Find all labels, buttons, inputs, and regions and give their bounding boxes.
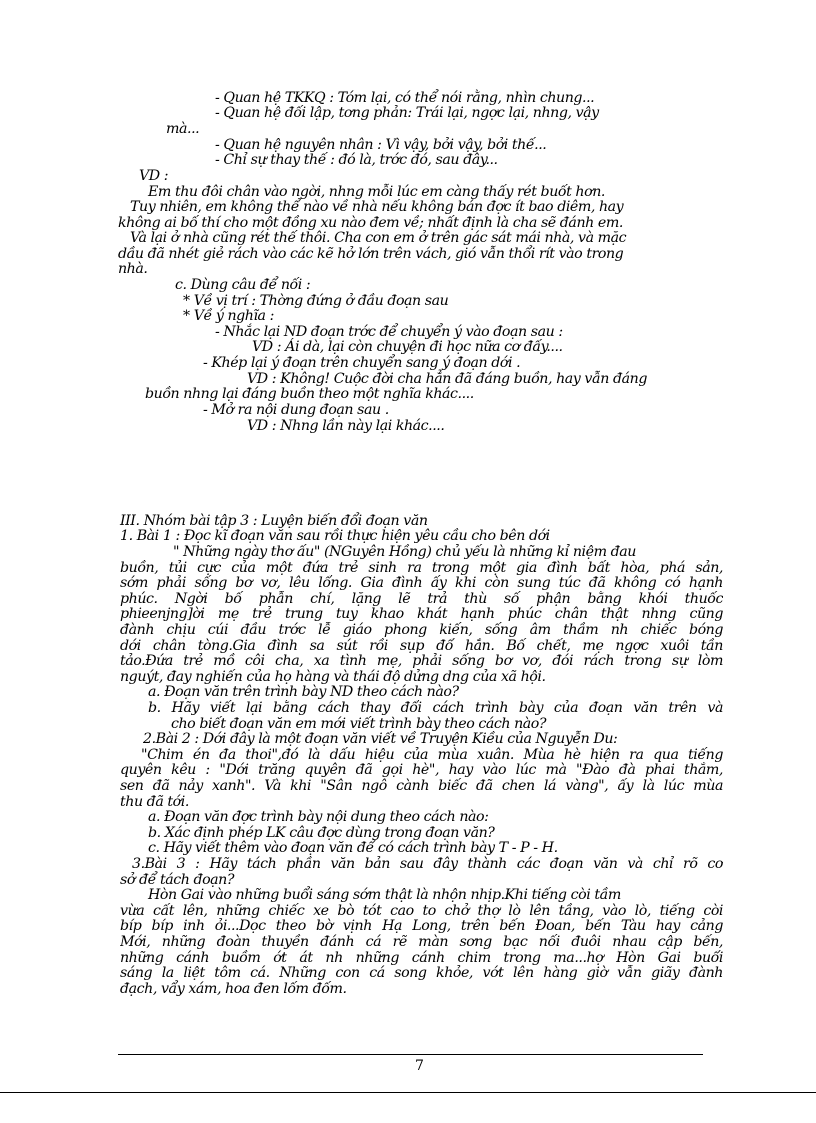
question-a: a. Đoạn văn trên trình bày ND theo cách nào? [148, 684, 459, 700]
exercise-heading: 1. Bài 1 : Đọc kĩ đoạn văn sau rồi thực hiện yêu cầu cho bên dới [120, 528, 550, 544]
text-line: dới chân tòng.Gia đình sa sút rồi sụp đổ hẳn. Bố chết, mẹ ngợc xuôi tần [120, 638, 723, 654]
example-label: VD : [139, 168, 169, 184]
text-line: Mới, những đoàn thuyền đánh cá rẽ màn sơng bạc nối đuôi nhau cập bến, [120, 934, 723, 950]
text-line: Em thu đôi chân vào ngời, nhng mỗi lúc em càng thấy rét buốt hơn. [148, 184, 605, 200]
text-line: VD : Ái dà, lại còn chuyện đi học nữa cơ đấy.... [252, 339, 563, 355]
text-line: cho biết đoạn văn em mới viết trình bày theo cách nào? [171, 716, 547, 732]
page-bottom-border [0, 1092, 816, 1093]
text-line: đạch, vẩy xám, hoa đen lốm đốm. [120, 981, 347, 997]
text-line: sở để tách đoạn? [120, 872, 235, 888]
exercise-heading: 3.Bài 3 : Hãy tách phần văn bản sau đây thành các đoạn văn và chỉ rõ cơ [132, 856, 723, 872]
text-line: - Nhắc lại ND đoạn trớc để chuyển ý vào đoạn sau : [215, 324, 563, 340]
text-line: thu đã tới. [120, 794, 189, 810]
text-line: đành chịu cúi đầu trớc lễ giáo phong kiến, sống âm thầm nh chiếc bóng [120, 622, 723, 638]
text-line: VD : Không! Cuộc đời cha hẳn đã đáng buồn, hay vẫn đáng [247, 371, 647, 387]
subheading: c. Dùng câu để nối : [175, 277, 311, 293]
text-line: - Chỉ sự thay thế : đó là, trớc đó, sau đây... [215, 152, 498, 168]
text-line: phúc. Ngời bố phẫn chí, lặng lẽ trả thù số phận bằng khói thuốc [120, 591, 723, 607]
text-line: bíp bíp inh ỏi...Dọc theo bờ vịnh Hạ Long, trên bến Đoan, bến Tàu hay cảng [120, 918, 723, 934]
text-line: nhà. [118, 261, 148, 277]
text-line: những cánh buồm ớt át nh những cánh chim trong ma...hợ Hòn Gai buổi [120, 950, 723, 966]
question-b: b. Hãy viết lại bằng cách thay đổi cách trình bày của đoạn văn trên và [148, 700, 723, 716]
text-line: buồn nhng lại đáng buồn theo một nghĩa khác.... [145, 386, 474, 402]
text-line: vừa cất lên, những chiếc xe bò tót cao to chở thợ lò lên tầng, vào lò, tiếng còi [120, 903, 723, 919]
text-line: - Khép lại ý đoạn trên chuyển sang ý đoạn dới . [203, 355, 521, 371]
text-line: - Quan hệ TKKQ : Tóm lại, có thể nói rằng, nhìn chung... [215, 90, 595, 106]
question-c: c. Hãy viết thêm vào đoạn văn để có cách trình bày T - P - H. [148, 840, 558, 856]
text-line: "Chim én đa thoi",đó là dấu hiệu của mùa xuân. Mùa hè hiện ra qua tiếng [141, 747, 723, 763]
text-line: tảo.Đứa trẻ mồ côi cha, xa tình mẹ, phải sống bơ vơ, đói rách trong sự lòm [120, 653, 723, 669]
exercise-heading: 2.Bài 2 : Dới đây là một đoạn văn viết về Truyện Kiều của Nguyễn Du: [143, 731, 618, 747]
text-line: phieenjng]ời mẹ trẻ trung tuy khao khát hạnh phúc chân thật nhng cũng [120, 606, 723, 622]
text-line: VD : Nhng lần này lại khác.... [247, 418, 445, 434]
text-line: Tuy nhiên, em không thể nào về nhà nếu không bán đợc ít bao diêm, hay [130, 199, 624, 215]
text-line: dầu đã nhét giẻ rách vào các kẽ hở lớn trên vách, gió vẫn thổi rít vào trong [118, 246, 624, 262]
question-a: a. Đoạn văn đợc trình bày nội dung theo cách nào: [148, 809, 489, 825]
footer-rule [118, 1054, 703, 1055]
text-line: - Quan hệ đối lập, tơng phản: Trái lại, ngợc lại, nhng, vậy [215, 105, 599, 121]
text-line: * Về vị trí : Thờng đứng ở đầu đoạn sau [183, 293, 449, 309]
text-line: " Những ngày thơ ấu" (NGuyên Hồng) chủ yếu là những kỉ niệm đau [173, 544, 636, 560]
text-line: * Về ý nghĩa : [183, 308, 274, 324]
text-line: mà... [166, 121, 200, 137]
text-line: sáng la liệt tôm cá. Những con cá song khỏe, vớt lên hàng giờ vẫn giãy đành [120, 965, 723, 981]
page-number: 7 [415, 1058, 424, 1074]
text-line: - Mở ra nội dung đoạn sau . [203, 402, 389, 418]
text-line: nguýt, đay nghiến của họ hàng và thái độ dửng dng của xã hội. [120, 669, 546, 685]
text-line: sen đã nảy xanh". Và khi "Sân ngô cành biếc đã chen lá vàng", ấy là lúc mùa [120, 778, 723, 794]
text-line: Và lại ở nhà cũng rét thế thôi. Cha con em ở trên gác sát mái nhà, và mặc [130, 230, 627, 246]
text-line: sớm phải sống bơ vơ, lêu lổng. Gia đình ấy khi còn sung túc đã không có hạnh [120, 575, 723, 591]
text-line: Hòn Gai vào những buổi sáng sớm thật là nhộn nhịp.Khi tiếng còi tầm [148, 887, 621, 903]
text-line: buồn, tủi cực của một đứa trẻ sinh ra trong một gia đình bất hòa, phá sản, [120, 560, 723, 576]
section-heading: III. Nhóm bài tập 3 : Luyện biến đổi đoạn văn [120, 513, 428, 529]
text-line: không ai bố thí cho một đồng xu nào đem về; nhất định là cha sẽ đánh em. [118, 215, 623, 231]
question-b: b. Xác định phép LK câu đợc dùng trong đoạn văn? [148, 825, 495, 841]
text-line: quyên kêu : "Dới trăng quyên đã gọi hè", hay vào lúc mà "Đào đà phai thắm, [120, 762, 723, 778]
text-line: - Quan hệ nguyên nhân : Vì vậy, bởi vậy, bởi thế... [215, 137, 547, 153]
